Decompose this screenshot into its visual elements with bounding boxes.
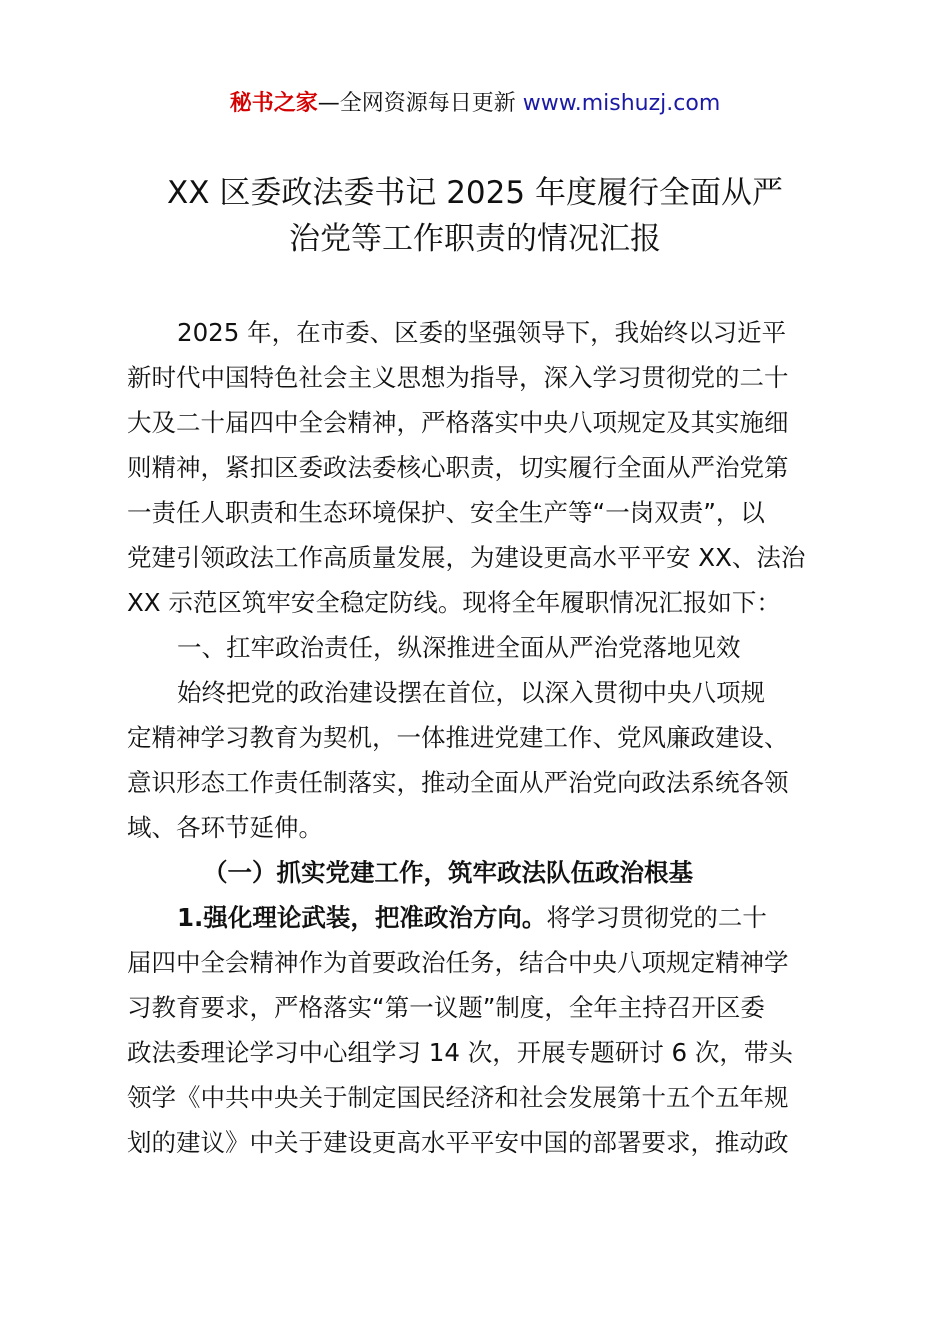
section-heading: 一、扛牢政治责任，纵深推进全面从严治党落地见效 [177,633,741,662]
intro-line: 2025 年，在市委、区委的坚强领导下，我始终以习近平 [177,318,787,347]
intro-line: 一责任人职责和生态环境保护、安全生产等“一岗双责”，以 [127,498,765,527]
intro-line: XX 示范区筑牢安全稳定防线。现将全年履职情况汇报如下： [127,588,781,617]
intro-line: 则精神，紧扣区委政法委核心职责，切实履行全面从严治党第 [127,453,789,482]
site-url-link[interactable]: www.mishuzj.com [522,91,721,116]
intro-line: 大及二十届四中全会精神，严格落实中央八项规定及其实施细 [127,408,789,437]
intro-line: 党建引领政法工作高质量发展，为建设更高水平平安 XX、法治 [127,543,806,572]
item-line: 划的建议》中关于建设更高水平平安中国的部署要求，推动政 [127,1128,789,1157]
item-first-line [127,895,837,940]
document-title [90,170,860,262]
intro-line: 新时代中国特色社会主义思想为指导，深入学习贯彻党的二十 [127,363,789,392]
item-line: 习教育要求，严格落实“第一议题”制度，全年主持召开区委 [127,993,765,1022]
item-line: 届四中全会精神作为首要政治任务，结合中央八项规定精神学 [127,948,789,977]
item-line: 领学《中共中央关于制定国民经济和社会发展第十五个五年规 [127,1083,789,1112]
banner-tagline: —全网资源每日更新 [317,91,516,116]
item-line: 政法委理论学习中心组学习 14 次，开展专题研讨 6 次，带头 [127,1038,793,1067]
document-body [127,310,837,1165]
section-paragraph-line: 始终把党的政治建设摆在首位，以深入贯彻中央八项规 [177,678,765,707]
title-line-2: 治党等工作职责的情况汇报 [289,221,661,257]
subsection-heading: （一）抓实党建工作，筑牢政法队伍政治根基 [203,858,693,887]
item-lead-bold: 1.强化理论武装，把准政治方向。 [177,903,547,932]
site-banner [0,88,950,120]
title-line-1: XX 区委政法委书记 2025 年度履行全面从严 [167,175,783,211]
section-paragraph-line: 域、各环节延伸。 [127,813,323,842]
section-paragraph-line: 意识形态工作责任制落实，推动全面从严治党向政法系统各领 [127,768,789,797]
brand-name: 秘书之家 [229,91,318,116]
section-paragraph-line: 定精神学习教育为契机，一体推进党建工作、党风廉政建设、 [127,723,789,752]
item-lead-rest: 将学习贯彻党的二十 [546,903,767,932]
